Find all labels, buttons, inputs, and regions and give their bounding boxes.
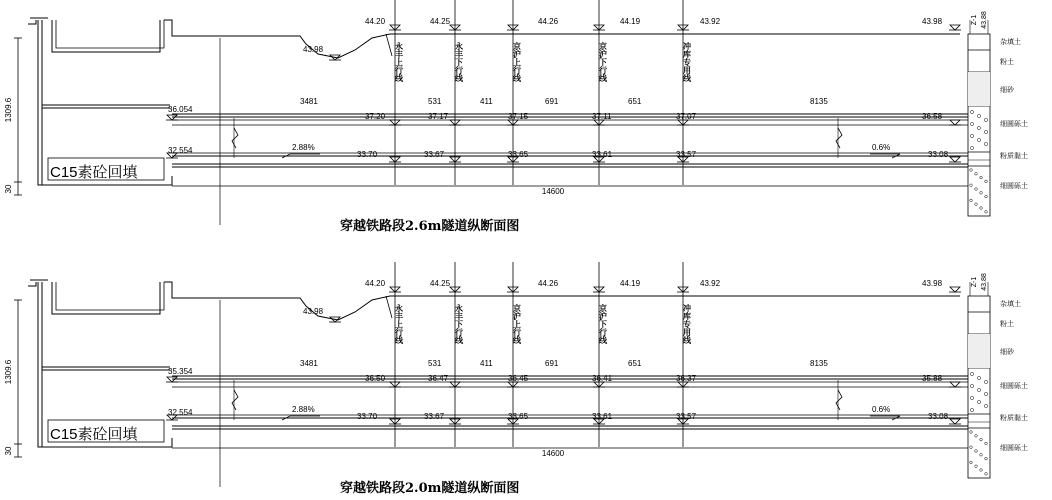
gravel-dot [984, 118, 987, 121]
upper-elevation-6: 36.58 [922, 112, 943, 121]
elevation-marker [950, 157, 960, 162]
lower-elevation-1: 33.70 [357, 412, 378, 421]
height-dim-label: 1309.6 [4, 97, 13, 123]
gravel-dot [980, 176, 983, 179]
railway-line-label-1: 永丰上行线 [394, 42, 404, 82]
ground-tangent [386, 34, 392, 56]
upper-elevation-6: 35.88 [922, 374, 943, 383]
soil-layer-label-6: 细圆砾土 [1000, 445, 1028, 452]
gravel-dot [970, 110, 973, 113]
top-elevation-5: 43.92 [700, 17, 721, 26]
railway-line-label-3: 京沪上行线 [512, 42, 522, 82]
gravel-dot [970, 384, 973, 387]
lower-left-elevation: 32.554 [168, 146, 193, 155]
shaft-upper [52, 20, 160, 52]
upper-elevation-1: 37.20 [365, 112, 386, 121]
railway-line-label-2: 永丰下行线 [454, 42, 464, 82]
railway-line-label-4: 京沪下行线 [598, 304, 608, 344]
soil-layer-label-3: 细砂 [1000, 349, 1014, 356]
soil-layer-label-4: 细圆砾土 [1000, 383, 1028, 390]
upper-elevation-3: 37.15 [508, 112, 529, 121]
shaft-upper [52, 282, 160, 314]
gravel-dot [975, 465, 978, 468]
gravel-dot [984, 404, 987, 407]
ground-tangent [386, 296, 392, 318]
railway-line-label-4: 京沪下行线 [598, 42, 608, 82]
soil-layer-label-6: 细圆砾土 [1000, 183, 1028, 190]
borehole-elevation: 43.88 [981, 11, 988, 29]
lower-elevation-3: 33.65 [508, 150, 529, 159]
soil-layer-label-2: 粉土 [1000, 321, 1014, 328]
gravel-dot [985, 442, 988, 445]
segment-dim-5: 651 [628, 359, 642, 368]
gravel-dot [984, 392, 987, 395]
gravel-dot [984, 380, 987, 383]
gravel-dot [975, 188, 978, 191]
backfill-label: C15素砼回填 [50, 164, 138, 181]
gravel-dot [980, 454, 983, 457]
lower-elevation-2: 33.67 [424, 412, 445, 421]
gravel-dot [985, 180, 988, 183]
gravel-dot [975, 173, 978, 176]
gravel-dot [980, 469, 983, 472]
upper-elevation-3: 36.45 [508, 374, 529, 383]
railway-line-label-5: 冲库专用线 [682, 304, 692, 344]
break-mark-left [232, 128, 238, 148]
elevation-marker [950, 382, 960, 387]
left-wall-notch [28, 20, 36, 24]
railway-line-label-2: 永丰下行线 [454, 304, 464, 344]
profile-section-2 [4, 262, 1028, 496]
upper-elevation-5: 36.37 [676, 374, 697, 383]
layer-fill-sand [968, 334, 990, 368]
upper-elevation-1: 36.50 [365, 374, 386, 383]
backfill-label: C15素砼回填 [50, 426, 138, 443]
gravel-dot [985, 195, 988, 198]
segment-dim-3: 411 [480, 97, 493, 106]
upper-elevation-2: 37.17 [428, 112, 449, 121]
gravel-dot [980, 192, 983, 195]
soil-layer-label-5: 粉质黏土 [1000, 153, 1028, 160]
gravel-dot [970, 461, 973, 464]
profile-section-1 [4, 0, 1028, 234]
gravel-dot [970, 396, 973, 399]
small-dim-label: 30 [4, 184, 13, 194]
lower-elevation-4: 33.61 [592, 412, 613, 421]
dip-elevation: 43.98 [303, 45, 324, 54]
shaft-right-step [164, 282, 220, 298]
shaft-right-step [164, 20, 220, 36]
top-elevation-6: 43.98 [922, 17, 943, 26]
upper-elevation-2: 36.47 [428, 374, 449, 383]
lower-elevation-5: 33.57 [676, 150, 697, 159]
soil-layer-label-3: 细砂 [1000, 87, 1014, 94]
gravel-dot [977, 114, 980, 117]
gravel-dot [975, 435, 978, 438]
elevation-marker [950, 120, 960, 125]
segment-dim-6: 8135 [810, 97, 828, 106]
dip-elevation: 43.98 [303, 307, 324, 316]
height-dim-label: 1309.6 [4, 359, 13, 385]
top-elevation-1: 44.20 [365, 279, 386, 288]
break-mark-right [836, 128, 842, 148]
borehole-id: Z-1 [971, 276, 978, 288]
top-elevation-4: 44.19 [620, 279, 641, 288]
segment-dim-1: 3481 [300, 97, 318, 106]
gravel-dot [970, 431, 973, 434]
small-dim-label: 30 [4, 446, 13, 456]
gravel-dot [985, 473, 988, 476]
gravel-dot [977, 138, 980, 141]
gravel-dot [980, 207, 983, 210]
shaft-upper-inner [56, 282, 164, 310]
segment-dim-1: 3481 [300, 359, 318, 368]
top-elevation-2: 44.25 [430, 279, 451, 288]
gravel-dot [980, 438, 983, 441]
borehole-column [968, 296, 990, 478]
ground-surface [172, 296, 960, 320]
upper-elevation-4: 36.41 [592, 374, 613, 383]
top-elevation-4: 44.19 [620, 17, 641, 26]
gravel-dot [970, 169, 973, 172]
top-elevation-2: 44.25 [430, 17, 451, 26]
shaft-upper-inner [56, 20, 164, 48]
total-dim-label: 14600 [541, 449, 565, 458]
ground-surface [172, 34, 960, 58]
upper-elevation-4: 37.11 [592, 112, 612, 121]
borehole-elevation: 43.88 [981, 273, 988, 291]
lower-left-elevation: 32.554 [168, 408, 193, 417]
lower-elevation-1: 33.70 [357, 150, 378, 159]
soil-layer-label-1: 杂填土 [1000, 301, 1021, 308]
gravel-dot [975, 450, 978, 453]
gravel-dot [970, 184, 973, 187]
upper-left-elevation: 36.054 [168, 105, 193, 114]
lower-elevation-2: 33.67 [424, 150, 445, 159]
railway-line-label-3: 京沪上行线 [512, 304, 522, 344]
top-elevation-6: 43.98 [922, 279, 943, 288]
railway-line-label-5: 冲库专用线 [682, 42, 692, 82]
soil-layer-label-4: 细圆砾土 [1000, 121, 1028, 128]
slope-right-label: 0.6% [872, 405, 891, 414]
gravel-dot [970, 408, 973, 411]
soil-layer-label-2: 粉土 [1000, 59, 1014, 66]
upper-elevation-5: 37.07 [676, 112, 697, 121]
segment-dim-2: 531 [428, 97, 442, 106]
borehole-id: Z-1 [971, 14, 978, 26]
segment-dim-4: 691 [545, 359, 559, 368]
break-mark-right [836, 390, 842, 410]
segment-dim-4: 691 [545, 97, 559, 106]
left-wall-notch [28, 282, 36, 286]
gravel-dot [977, 126, 980, 129]
top-elevation-5: 43.92 [700, 279, 721, 288]
lower-elevation-3: 33.65 [508, 412, 529, 421]
gravel-dot [985, 457, 988, 460]
gravel-dot [970, 134, 973, 137]
slope-left-label: 2.88% [292, 405, 315, 414]
break-mark-left [232, 390, 238, 410]
total-dim-label: 14600 [541, 187, 565, 196]
gravel-dot [970, 199, 973, 202]
borehole-column [968, 34, 990, 216]
segment-dim-2: 531 [428, 359, 442, 368]
gravel-dot [977, 376, 980, 379]
lower-elevation-5: 33.57 [676, 412, 697, 421]
drawing-title: 穿越铁路段2.6m隧道纵断面图 [340, 219, 520, 234]
gravel-dot [970, 122, 973, 125]
drawing-title: 穿越铁路段2.0m隧道纵断面图 [340, 481, 520, 496]
gravel-dot [970, 446, 973, 449]
gravel-dot [977, 388, 980, 391]
elevation-marker [950, 419, 960, 424]
segment-dim-5: 651 [628, 97, 642, 106]
slope-left-label: 2.88% [292, 143, 315, 152]
gravel-dot [975, 203, 978, 206]
soil-layer-label-5: 粉质黏土 [1000, 415, 1028, 422]
lower-elevation-6: 33.08 [928, 412, 949, 421]
slope-right-label: 0.6% [872, 143, 891, 152]
elevation-marker [950, 25, 960, 30]
left-wall [38, 20, 42, 185]
elevation-marker [950, 287, 960, 292]
gravel-dot [984, 130, 987, 133]
gravel-dot [984, 142, 987, 145]
lower-elevation-4: 33.61 [592, 150, 613, 159]
segment-dim-6: 8135 [810, 359, 828, 368]
layer-fill-sand [968, 72, 990, 106]
gravel-dot [970, 146, 973, 149]
segment-dim-3: 411 [480, 359, 493, 368]
top-elevation-1: 44.20 [365, 17, 386, 26]
gravel-dot [985, 211, 988, 214]
top-elevation-3: 44.26 [538, 279, 559, 288]
gravel-dot [977, 400, 980, 403]
lower-elevation-6: 33.08 [928, 150, 949, 159]
upper-left-elevation: 35.354 [168, 367, 193, 376]
left-wall [38, 282, 42, 447]
soil-layer-label-1: 杂填土 [1000, 39, 1021, 46]
railway-line-label-1: 永丰上行线 [394, 304, 404, 344]
top-elevation-3: 44.26 [538, 17, 559, 26]
gravel-dot [970, 372, 973, 375]
